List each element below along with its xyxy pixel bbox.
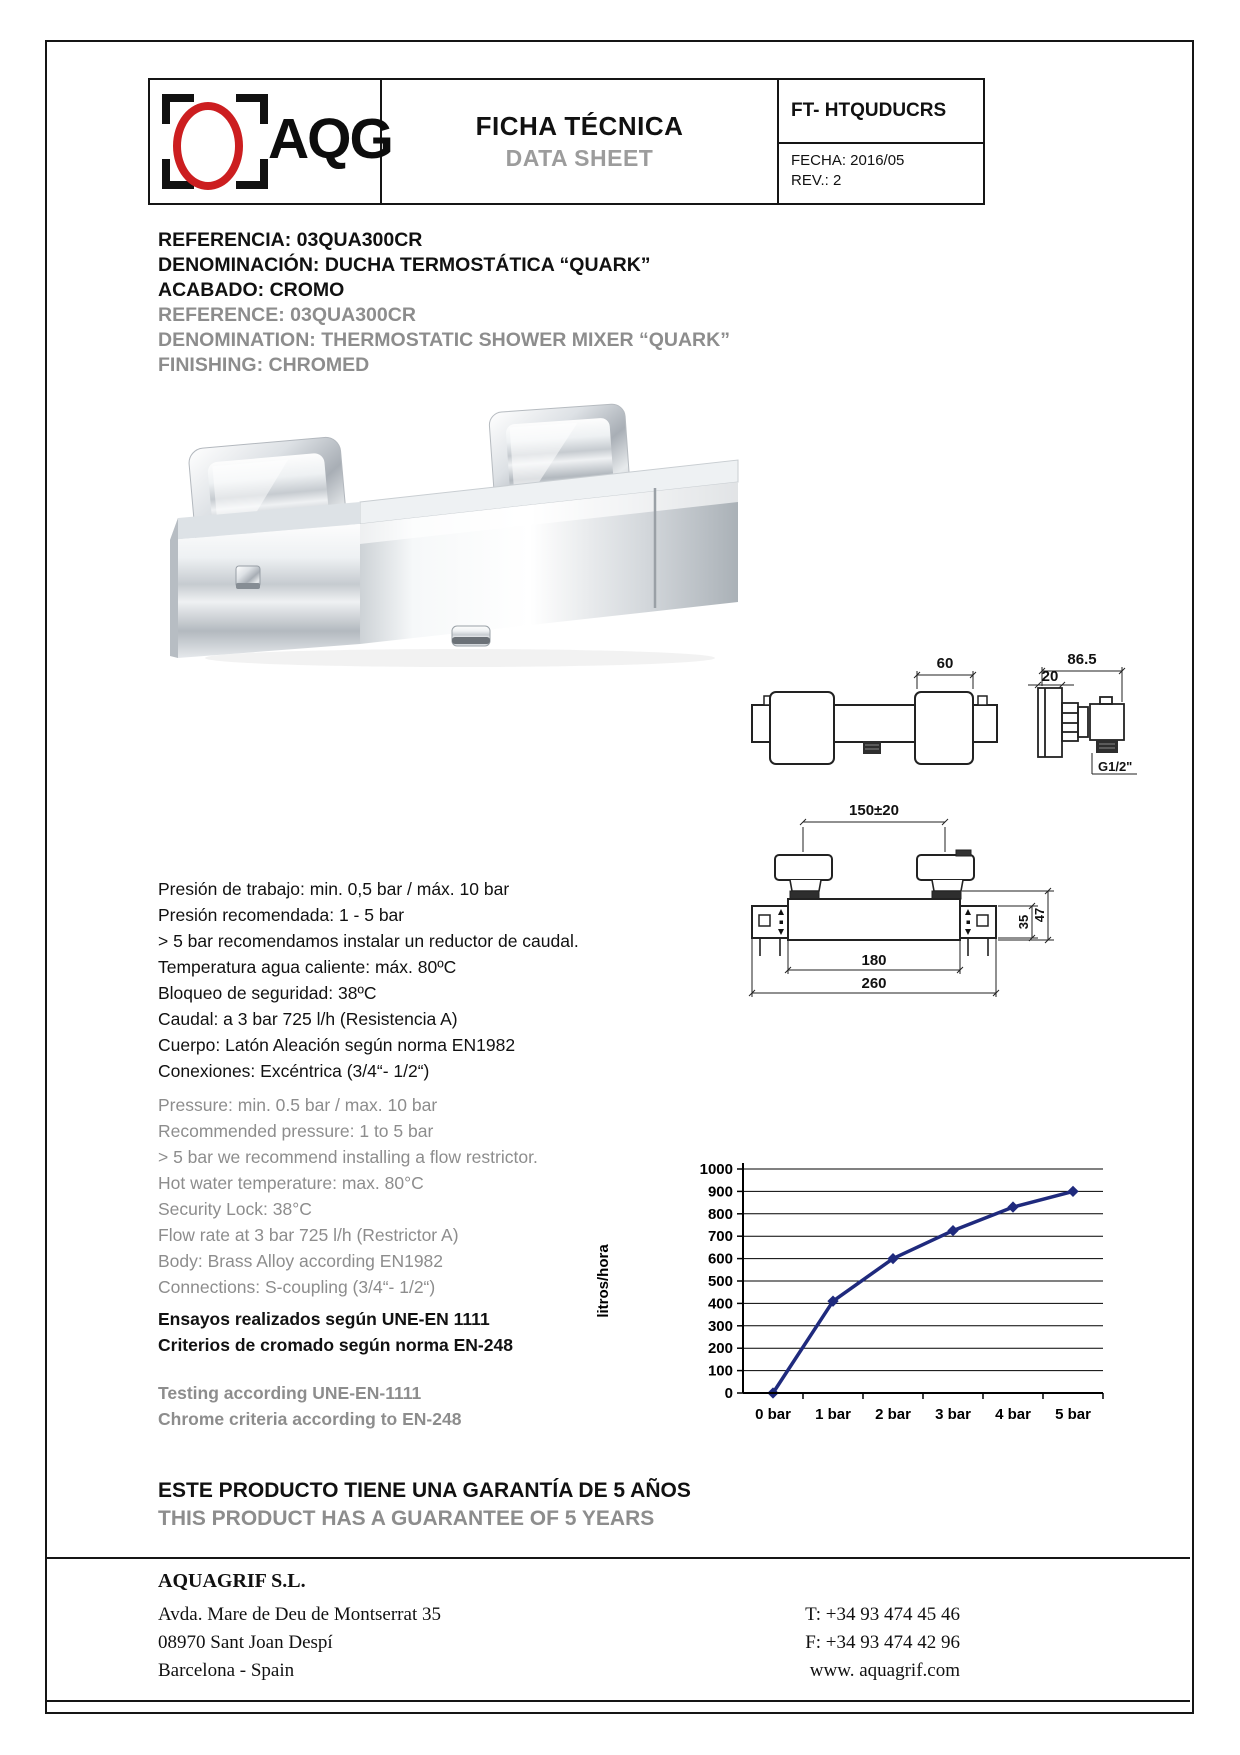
data-point-marker [947,1225,958,1236]
y-tick-label: 700 [707,1228,733,1246]
dim-body-height: 35 [1016,914,1031,930]
standards-line: Ensayos realizados según UNE-EN 1111 [158,1309,490,1329]
dim-total-height: 47 [1032,907,1047,923]
header-table [148,78,985,205]
doc-code: FT- HTQUDUCRS [779,80,983,144]
x-tick-label: 4 bar [995,1406,1031,1423]
x-tick-label: 1 bar [815,1406,851,1423]
dim-60-lines [914,671,976,689]
dim-plate-depth: 20 [1041,668,1059,685]
doc-date: FECHA: 2016/05 [791,152,905,170]
standards-es [158,1306,513,1358]
spec-line: Security Lock: 38°C [158,1199,312,1219]
y-tick-label: 0 [724,1385,733,1402]
spec-line: > 5 bar we recommend installing a flow restrictor. [158,1147,538,1167]
doc-title-en: DATA SHEET [505,145,654,171]
spec-line: Body: Brass Alloy according EN1982 [158,1251,444,1271]
dim-thread: G1/2" [1098,759,1133,774]
dim-centers: 150±20 [849,802,899,819]
spec-line: Caudal: a 3 bar 725 l/h (Resistencia A) [158,1009,458,1029]
logo-ring-icon [173,102,243,190]
aqg-logo [162,94,392,189]
y-tick-label: 400 [707,1295,733,1313]
spec-line: Flow rate at 3 bar 725 l/h (Restrictor A) [158,1225,459,1245]
dim-depth: 86.5 [1067,651,1097,668]
title-cell [382,80,779,203]
address-line: Barcelona - Spain [158,1660,295,1681]
y-tick-label: 200 [707,1340,733,1358]
y-tick-label: 900 [707,1183,733,1201]
x-tick-label: 0 bar [755,1406,791,1423]
address-line: 08970 Sant Joan Despí [158,1632,333,1653]
photo-outlet [452,626,490,646]
standards-line: Criterios de cromado según norma EN-248 [158,1335,513,1355]
fax-number: F: +34 93 474 42 96 [805,1632,960,1653]
y-tick-label: 300 [707,1317,733,1335]
y-tick-label: 500 [707,1273,733,1290]
brand-name: AQG [268,107,392,171]
spec-line: Connections: S-coupling (3/4“- 1/2“) [158,1277,436,1297]
doc-meta [779,144,983,203]
spec-line: Conexiones: Excéntrica (3/4“- 1/2“) [158,1061,430,1081]
data-point-marker [1067,1186,1078,1197]
y-tick-label: 100 [707,1362,733,1380]
spec-line: Cuerpo: Latón Aleación según norma EN1982 [158,1035,516,1055]
logo-bracket-icon [236,159,268,189]
x-tick-label: 2 bar [875,1406,911,1423]
spec-line: Hot water temperature: max. 80°C [158,1173,424,1193]
logo-bracket-icon [236,94,268,124]
photo-button [236,566,260,589]
spec-line: Pressure: min. 0.5 bar / max. 10 bar [158,1095,438,1115]
footer-divider-top [47,1557,1190,1559]
flow-rate-chart [590,1155,1140,1455]
website-link[interactable]: www. aquagrif.com [809,1660,960,1681]
phone-number: T: +34 93 474 45 46 [805,1604,960,1625]
flow-series-line [773,1191,1073,1393]
spec-line: Recommended pressure: 1 to 5 bar [158,1121,434,1141]
reference-es: REFERENCIA: 03QUA300CR [158,229,423,251]
reference-block [158,228,730,378]
y-axis-label: litros/hora [595,1244,612,1318]
specs-es [158,876,579,1084]
y-tick-label: 800 [707,1205,733,1223]
dim-centers-lines [800,819,948,852]
denomination-en: DENOMINATION: THERMOSTATIC SHOWER MIXER “QUARK” [158,329,730,351]
standards-line: Testing according UNE-EN-1111 [158,1383,422,1403]
data-point-marker [1007,1201,1018,1212]
finish-es: ACABADO: CROMO [158,279,345,301]
footer-divider-bottom [47,1700,1190,1702]
x-tick-label: 3 bar [935,1406,971,1423]
photo-left-block [170,502,360,658]
y-tick-label: 1000 [699,1161,733,1178]
specs-en [158,1092,538,1300]
y-tick-label: 600 [707,1250,733,1268]
side-outlet [1096,740,1118,753]
x-tick-label: 5 bar [1055,1406,1091,1423]
company-address [158,1601,441,1685]
address-line: Avda. Mare de Deu de Montserrat 35 [158,1604,441,1625]
company-contacts [660,1601,960,1685]
doc-title-es: FICHA TÉCNICA [475,111,684,141]
company-name: AQUAGRIF S.L. [158,1570,306,1592]
dim-inner-width: 180 [861,952,887,969]
doc-revision: REV.: 2 [791,172,842,190]
logo-cell [150,80,392,203]
photo-shadow [205,649,715,667]
denomination-es: DENOMINACIÓN: DUCHA TERMOSTÁTICA “QUARK” [158,254,651,276]
standards-line: Chrome criteria according to EN-248 [158,1409,462,1429]
warranty-en: THIS PRODUCT HAS A GUARANTEE OF 5 YEARS [158,1507,655,1530]
spec-line: Presión de trabajo: min. 0,5 bar / máx. 10 bar [158,879,510,899]
dim-handle-width: 60 [936,655,954,672]
dimension-drawings [640,575,1150,1015]
front-view-drawing [752,850,996,940]
spec-line: Presión recomendada: 1 - 5 bar [158,905,405,925]
dim-total-width: 260 [861,975,887,992]
plan-outlet [863,741,881,754]
warranty-es: ESTE PRODUCTO TIENE UNA GARANTÍA DE 5 AÑOS [158,1479,691,1502]
standards-en [158,1380,461,1432]
finish-en: FINISHING: CHROMED [158,354,370,376]
spec-line: > 5 bar recomendamos instalar un reductor de caudal. [158,931,579,951]
spec-line: Temperatura agua caliente: máx. 80ºC [158,957,457,977]
reference-en: REFERENCE: 03QUA300CR [158,304,416,326]
spec-line: Bloqueo de seguridad: 38ºC [158,983,377,1003]
doc-info-cell [779,80,983,203]
